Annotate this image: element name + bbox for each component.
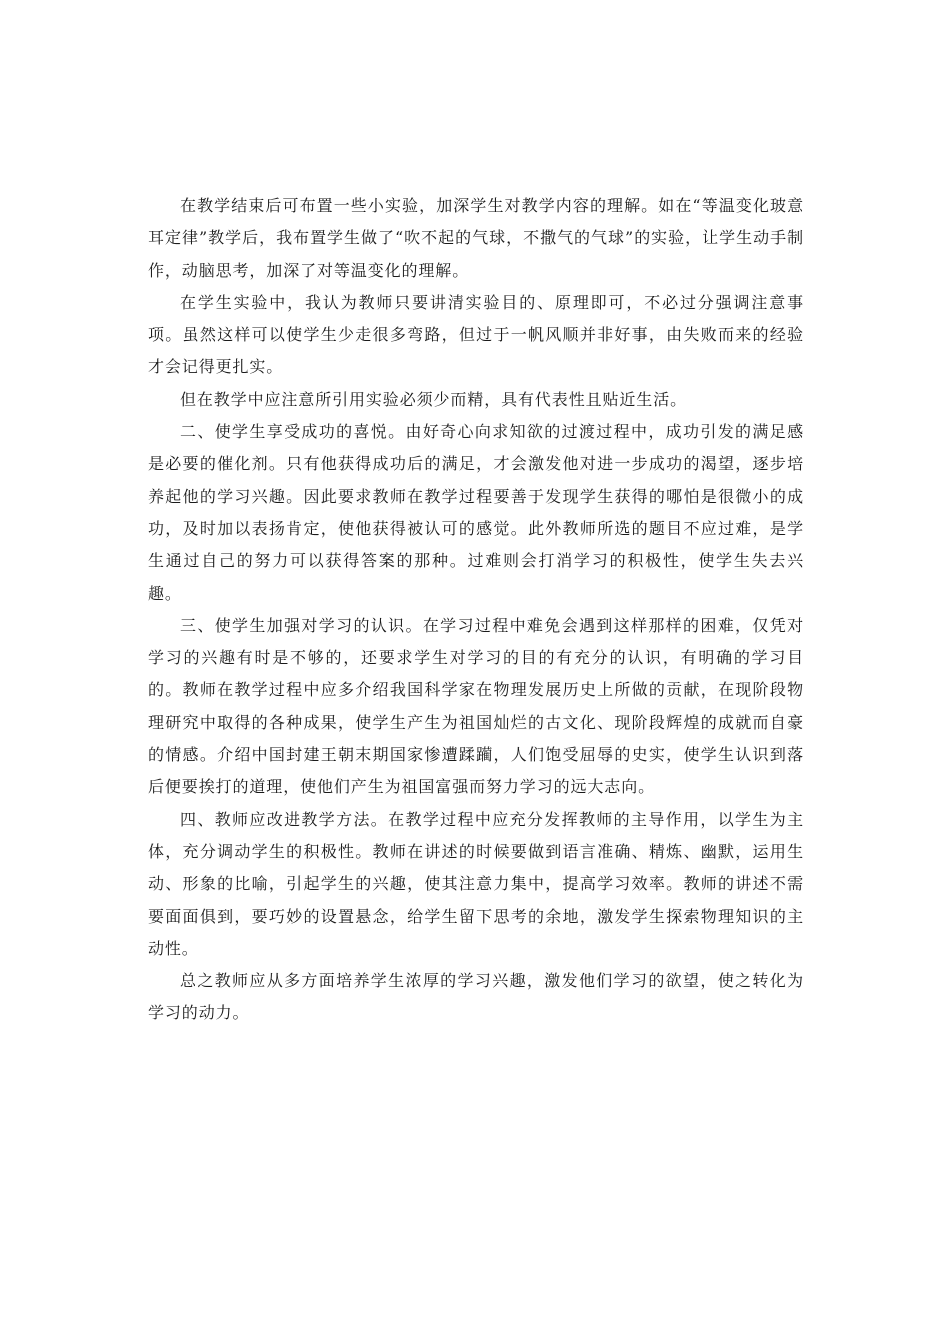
paragraph-learning-awareness: 三、使学生加强对学习的认识。在学习过程中难免会遇到这样那样的困难，仅凭对学习的兴趣有时是不够的，还要求学生对学习的目的有充分的认识，有明确的学习目的。教师在教学过程中应多介绍我国科学家在物理发展历史上所做的贡献，在现阶段物理研究中取得的各种成果，使学生产生为祖国灿烂的古文化、现阶段辉煌的成就而自豪的情感。介绍中国封建王朝末期国家惨遭蹂躏，人们饱受屈辱的史实，使学生认识到落后便要挨打的道理，使他们产生为祖国富强而努力学习的远大志向。	[148, 615, 804, 797]
paragraph-student-experiment: 在学生实验中，我认为教师只要讲清实验目的、原理即可，不必过分强调注意事项。虽然这样可以使学生少走很多弯路，但过于一帆风顺并非好事，由失败而来的经验才会记得更扎实。	[148, 292, 804, 377]
paragraph-success-joy: 二、使学生享受成功的喜悦。由好奇心向求知欲的过渡过程中，成功引发的满足感是必要的催化剂。只有他获得成功后的满足，才会激发他对进一步成功的渴望，逐步培养起他的学习兴趣。因此要求教师在教学过程要善于发现学生获得的哪怕是很微小的成功，及时加以表扬肯定，使他获得被认可的感觉。此外教师所选的题目不应过难，是学生通过自己的努力可以获得答案的那种。过难则会打消学习的积极性，使学生失去兴趣。	[148, 422, 804, 603]
paragraph-conclusion: 总之教师应从多方面培养学生浓厚的学习兴趣，激发他们学习的欲望，使之转化为学习的动力。	[148, 971, 804, 1023]
document-page	[148, 190, 804, 1030]
paragraph-experiment-homework: 在教学结束后可布置一些小实验，加深学生对教学内容的理解。如在“等温变化玻意耳定律”教学后，我布置学生做了“吹不起的气球，不撒气的气球”的实验，让学生动手制作，动脑思考，加深了对等温变化的理解。	[148, 196, 804, 280]
paragraph-experiment-selection: 但在教学中应注意所引用实验必须少而精，具有代表性且贴近生活。	[180, 389, 688, 409]
paragraph-teaching-method: 四、教师应改进教学方法。在教学过程中应充分发挥教师的主导作用，以学生为主体，充分调动学生的积极性。教师在讲述的时候要做到语言准确、精炼、幽默，运用生动、形象的比喻，引起学生的兴趣，使其注意力集中，提高学习效率。教师的讲述不需要面面俱到，要巧妙的设置悬念，给学生留下思考的余地，激发学生探索物理知识的主动性。	[148, 809, 804, 958]
